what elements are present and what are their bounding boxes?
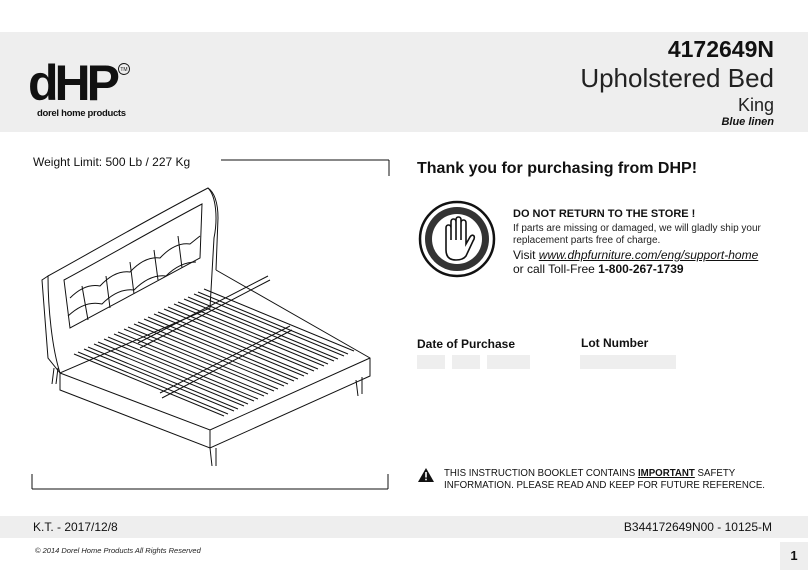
date-day-box[interactable] (417, 355, 445, 369)
date-year-box[interactable] (487, 355, 530, 369)
copyright-notice: © 2014 Dorel Home Products All Rights Reserved (35, 546, 201, 555)
page-number: 1 (790, 548, 798, 563)
bed-icon (42, 188, 370, 466)
warning-line1-suffix: SAFETY (694, 468, 736, 479)
visit-prefix: Visit (513, 248, 539, 262)
visit-line (513, 248, 758, 262)
thank-you-heading: Thank you for purchasing from DHP! (417, 160, 698, 177)
support-url-link[interactable]: www.dhpfurniture.com/eng/support-home (538, 248, 759, 262)
warning-important: IMPORTANT (637, 468, 695, 479)
product-name: Upholstered Bed (580, 63, 774, 93)
parts-missing-text: If parts are missing or damaged, we will gladly ship your replacement parts free of charge. (513, 223, 761, 246)
do-not-return-heading: DO NOT RETURN TO THE STORE ! (513, 208, 696, 220)
bed-illustration-frame (30, 158, 390, 490)
weight-limit: Weight Limit: 500 Lb / 227 Kg (33, 155, 191, 169)
product-color: Blue linen (721, 116, 774, 128)
revision-date: K.T. - 2017/12/8 (33, 520, 118, 534)
safety-warning (444, 468, 765, 492)
logo-text: dHP (28, 55, 116, 111)
lot-number-label: Lot Number (581, 336, 649, 350)
logo-subtitle: dorel home products (37, 108, 126, 119)
call-prefix: or call Toll-Free (513, 262, 599, 276)
document-code: B344172649N00 - 10125-M (623, 520, 772, 534)
phone-number: 1-800-267-1739 (598, 262, 684, 276)
date-month-box[interactable] (452, 355, 480, 369)
warning-icon (417, 467, 435, 483)
stop-hand-icon (418, 200, 496, 278)
product-number: 4172649N (667, 36, 774, 62)
trademark-mark: TM (120, 67, 128, 73)
warning-line2: INFORMATION. PLEASE READ AND KEEP FOR FUTURE REFERENCE. (444, 480, 765, 491)
lot-number-box[interactable] (580, 355, 676, 369)
warning-line1-prefix: THIS INSTRUCTION BOOKLET CONTAINS (444, 468, 638, 479)
product-size: King (737, 95, 774, 115)
date-of-purchase-label: Date of Purchase (417, 337, 516, 351)
call-line (513, 262, 684, 276)
